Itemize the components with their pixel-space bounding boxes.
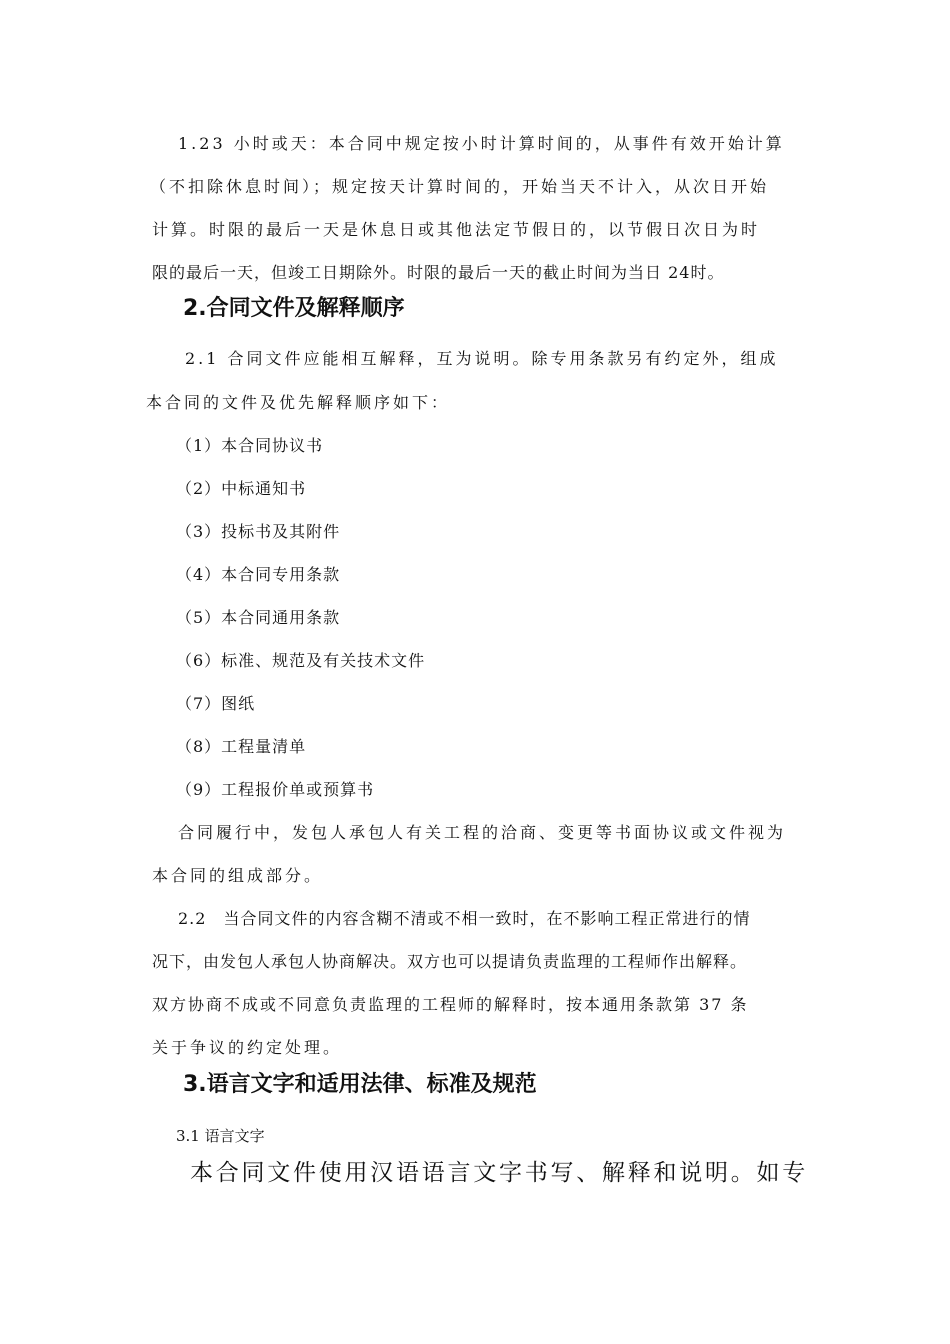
section-1-23-line-3: 计算。时限的最后一天是休息日或其他法定节假日的，以节假日次日为时	[152, 220, 761, 239]
section-2-2-line-4: 关于争议的约定处理。	[152, 1038, 343, 1057]
section-3-1-line-1: 本合同文件使用汉语语言文字书写、解释和说明。如专	[190, 1160, 808, 1186]
section-1-23-line-1: 1.23 小时或天：本合同中规定按小时计算时间的，从事件有效开始计算	[178, 134, 785, 153]
performance-para-line-2: 本合同的组成部分。	[152, 866, 324, 885]
list-item: （3）投标书及其附件	[176, 522, 341, 541]
section-2-2-line-2: 况下，由发包人承包人协商解决。双方也可以提请负责监理的工程师作出解释。	[152, 952, 748, 971]
list-item: （7）图纸	[176, 694, 256, 713]
section-2-2-line-1: 2.2 当合同文件的内容含糊不清或不相一致时，在不影响工程正常进行的情	[178, 909, 751, 928]
list-item: （9）工程报价单或预算书	[176, 780, 375, 799]
list-item: （6）标准、规范及有关技术文件	[176, 651, 426, 670]
section-1-23-line-2: （不扣除休息时间）；规定按天计算时间的，开始当天不计入，从次日开始	[150, 177, 770, 196]
section-2-2-line-3: 双方协商不成或不同意负责监理的工程师的解释时，按本通用条款第 37 条	[152, 995, 749, 1014]
section-1-23-line-4: 限的最后一天，但竣工日期除外。时限的最后一天的截止时间为当日 24时。	[152, 263, 725, 282]
heading-3: 3.语言文字和适用法律、标准及规范	[183, 1072, 537, 1097]
section-3-1-title: 3.1 语言文字	[176, 1127, 265, 1145]
list-item: （5）本合同通用条款	[176, 608, 341, 627]
list-item: （8）工程量清单	[176, 737, 307, 756]
heading-2: 2.合同文件及解释顺序	[183, 296, 405, 321]
list-item: （1）本合同协议书	[176, 436, 324, 455]
performance-para-line-1: 合同履行中，发包人承包人有关工程的洽商、变更等书面协议或文件视为	[178, 823, 787, 842]
list-item: （4）本合同专用条款	[176, 565, 341, 584]
list-item: （2）中标通知书	[176, 479, 307, 498]
section-2-1-line-1: 2.1 合同文件应能相互解释，互为说明。除专用条款另有约定外，组成	[185, 349, 779, 368]
section-2-1-line-2: 本合同的文件及优先解释顺序如下：	[146, 393, 451, 412]
